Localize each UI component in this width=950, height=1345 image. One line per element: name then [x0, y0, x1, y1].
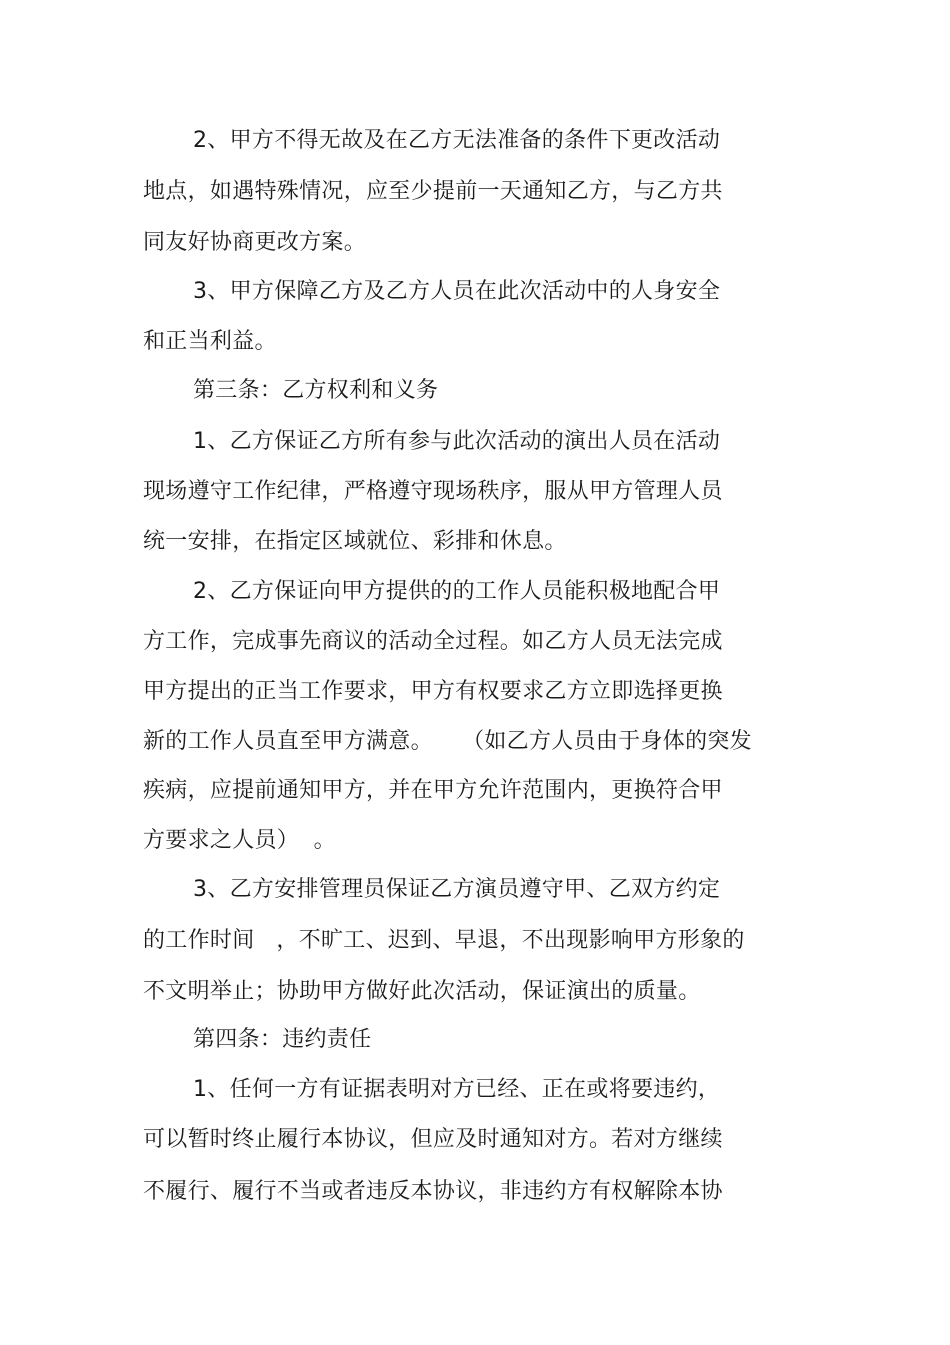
clause-3-line-2: 和正当利益。	[143, 329, 277, 354]
b-clause-2-line-1: 2、乙方保证向甲方提供的的工作人员能积极地配合甲	[193, 579, 721, 604]
b-clause-1-line-3: 统一安排，在指定区域就位、彩排和休息。	[143, 529, 567, 554]
b-clause-3-line-3: 不文明举止；协助甲方做好此次活动，保证演出的质量。	[143, 979, 701, 1004]
b-clause-2-line-5: 疾病，应提前通知甲方，并在甲方允许范围内，更换符合甲	[143, 778, 723, 803]
b-clause-2-line-2: 方工作，完成事先商议的活动全过程。如乙方人员无法完成	[143, 629, 723, 654]
b-clause-2-line-3: 甲方提出的正当工作要求，甲方有权要求乙方立即选择更换	[143, 679, 723, 704]
b-clause-1-line-1: 1、乙方保证乙方所有参与此次活动的演出人员在活动	[193, 429, 721, 454]
clause-3-line-1: 3、甲方保障乙方及乙方人员在此次活动中的人身安全	[193, 279, 721, 304]
liability-clause-1-line-1: 1、任何一方有证据表明对方已经、正在或将要违约，	[193, 1077, 721, 1102]
clause-2-line-3: 同友好协商更改方案。	[143, 230, 367, 255]
clause-2-line-1: 2、甲方不得无故及在乙方无法准备的条件下更改活动	[193, 128, 721, 153]
b-clause-3-line-2: 的工作时间 ，不旷工、迟到、早退，不出现影响甲方形象的	[143, 928, 745, 953]
section-heading-article-4: 第四条：违约责任	[193, 1027, 372, 1052]
b-clause-3-line-1: 3、乙方安排管理员保证乙方演员遵守甲、乙双方约定	[193, 877, 721, 902]
b-clause-2-line-6: 方要求之人员） 。	[143, 828, 336, 853]
section-heading-article-3: 第三条：乙方权利和义务	[193, 378, 439, 403]
b-clause-2-line-4: 新的工作人员直至甲方满意。 （如乙方人员由于身体的突发	[143, 729, 752, 754]
b-clause-1-line-2: 现场遵守工作纪律，严格遵守现场秩序，服从甲方管理人员	[143, 479, 723, 504]
liability-clause-1-line-3: 不履行、履行不当或者违反本协议，非违约方有权解除本协	[143, 1179, 723, 1204]
clause-2-line-2: 地点，如遇特殊情况，应至少提前一天通知乙方，与乙方共	[143, 179, 723, 204]
liability-clause-1-line-2: 可以暂时终止履行本协议，但应及时通知对方。若对方继续	[143, 1127, 723, 1152]
